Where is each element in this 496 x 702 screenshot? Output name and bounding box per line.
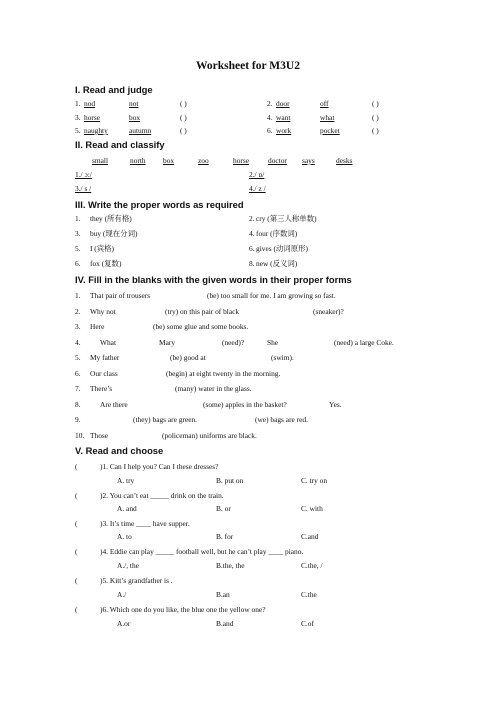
phoneme-group[interactable]: 2./ ɒ/ [249, 170, 265, 179]
word-d: what [320, 113, 335, 122]
item-number: 2. [249, 214, 255, 223]
item-number: 8. [75, 400, 81, 409]
bank-word: zoo [198, 156, 209, 165]
answer-paren[interactable]: ( ) [372, 99, 379, 108]
item-number: 6. [75, 259, 81, 268]
word-a: naughty [84, 126, 108, 135]
word-d: off [320, 99, 329, 108]
option-b[interactable]: B.the, the [216, 561, 245, 570]
answer-paren[interactable]: ( ) [180, 113, 187, 122]
item-number: 7. [75, 384, 81, 393]
item-number: 3. [75, 322, 81, 331]
question-stem: )6. Which one do you like, the blue one the yellow one? [100, 605, 266, 614]
sentence-part: (be) good at [170, 353, 206, 362]
sentence-part: (sneaker)? [313, 307, 344, 316]
option-a[interactable]: A. to [117, 532, 132, 541]
sentence-part: (swim). [271, 353, 294, 362]
sentence-part: (policeman) uniforms are black. [162, 431, 257, 440]
item-number: 9. [75, 415, 81, 424]
section-1-heading: I. Read and judge [75, 84, 153, 95]
option-a[interactable]: A. try [117, 476, 135, 485]
section-2-heading: II. Read and classify [75, 139, 165, 150]
sentence-part: There’s [90, 384, 113, 393]
sentence-part: (many) water in the glass. [175, 384, 252, 393]
sentence-part: Here [90, 322, 105, 331]
answer-paren[interactable]: ( ) [372, 126, 379, 135]
option-c[interactable]: C.the, / [301, 561, 323, 570]
option-a[interactable]: A.or [117, 619, 131, 628]
option-b[interactable]: B.an [216, 590, 230, 599]
phoneme-group[interactable]: 3./ s / [75, 184, 92, 193]
answer-paren[interactable]: ( ) [180, 126, 187, 135]
question-stem: )2. You can’t eat _____ drink on the train. [100, 491, 224, 500]
sentence-part: Mary [159, 338, 176, 347]
option-a[interactable]: A. and [117, 504, 137, 513]
item-number: 1. [75, 214, 81, 223]
sentence-part: Yes. [329, 400, 342, 409]
item-number: 6. [249, 244, 255, 253]
item-number: 6. [267, 126, 273, 135]
bank-word: small [92, 156, 109, 165]
list-item: fox (复数) [90, 259, 122, 268]
word-a: horse [84, 113, 101, 122]
list-item: gives (动词原形) [256, 244, 308, 253]
item-number: 4. [267, 113, 273, 122]
word-b: box [129, 113, 141, 122]
item-number: 8. [249, 259, 255, 268]
section-3-heading: III. Write the proper words as required [75, 199, 244, 210]
sentence-part: (need)? [222, 338, 245, 347]
item-number: 5. [75, 353, 81, 362]
option-b[interactable]: B. put on [216, 476, 244, 485]
word-a: nod [84, 99, 96, 108]
bank-word: box [163, 156, 175, 165]
item-number: 10. [75, 431, 85, 440]
option-b[interactable]: B. or [216, 504, 231, 513]
answer-paren-open[interactable]: ( [75, 547, 78, 556]
word-d: pocket [320, 126, 340, 135]
bank-word: desks [336, 156, 353, 165]
option-a[interactable]: A./, the [117, 561, 139, 570]
item-number: 1. [75, 291, 81, 300]
item-number: 2. [75, 307, 81, 316]
answer-paren-open[interactable]: ( [75, 519, 78, 528]
sentence-part: (some) apples in the basket? [203, 400, 287, 409]
sentence-part: What [100, 338, 117, 347]
sentence-part: (try) on this pair of black [165, 307, 240, 316]
sentence-part: My father [90, 353, 120, 362]
word-b: not [129, 99, 139, 108]
item-number: 2. [267, 99, 273, 108]
option-c[interactable]: C. with [301, 504, 323, 513]
item-number: 4. [75, 338, 81, 347]
sentence-part: (they) bags are green. [133, 415, 198, 424]
question-stem: )3. It’s time ____ have supper. [100, 519, 190, 528]
item-number: 1. [75, 99, 81, 108]
answer-paren-open[interactable]: ( [75, 605, 78, 614]
bank-word: doctor [268, 156, 287, 165]
option-b[interactable]: B. for [216, 532, 234, 541]
item-number: 3. [75, 113, 81, 122]
option-c[interactable]: C.the [301, 590, 317, 599]
option-c[interactable]: C. try on [301, 476, 328, 485]
word-c: want [276, 113, 291, 122]
sentence-part: (be) too small for me. I am growing so fast. [207, 291, 336, 300]
sentence-part: That pair of trousers [90, 291, 151, 300]
item-number: 4. [249, 229, 255, 238]
sentence-part: (be) some glue and some books. [153, 322, 249, 331]
answer-paren[interactable]: ( ) [372, 113, 379, 122]
option-a[interactable]: A./ [117, 590, 127, 599]
list-item: four (序数词) [256, 229, 298, 238]
answer-paren-open[interactable]: ( [75, 491, 78, 500]
question-stem: )5. Kitt’s grandfather is . [100, 576, 173, 585]
sentence-part: Our class [90, 369, 118, 378]
list-item: they (所有格) [90, 214, 132, 223]
word-b: autumn [129, 126, 152, 135]
word-c: door [276, 99, 290, 108]
list-item: I (宾格) [90, 244, 115, 253]
section-5-heading: V. Read and choose [75, 445, 164, 456]
sentence-part: Why not [90, 307, 116, 316]
list-item: new (反义词) [256, 259, 298, 268]
section-4-heading: IV. Fill in the blanks with the given words in their proper forms [75, 274, 352, 285]
sentence-part: Are there [100, 400, 128, 409]
list-item: cry (第三人称单数) [256, 214, 317, 223]
sentence-part: (we) bags are red. [255, 415, 308, 424]
sentence-part: Those [90, 431, 109, 440]
question-stem: )1. Can I help you? Can I these dresses? [100, 462, 219, 471]
item-number: 5. [75, 126, 81, 135]
bank-word: says [302, 156, 315, 165]
option-c[interactable]: C.and [301, 532, 319, 541]
bank-word: horse [233, 156, 250, 165]
phoneme-group[interactable]: 1./ ɔ:/ [75, 170, 92, 179]
item-number: 6. [75, 369, 81, 378]
answer-paren-open[interactable]: ( [75, 576, 78, 585]
phoneme-group[interactable]: 4./ z / [249, 184, 266, 193]
answer-paren-open[interactable]: ( [75, 462, 78, 471]
item-number: 3. [75, 229, 81, 238]
sentence-part: (begin) at eight twenty in the morning. [166, 369, 281, 378]
sentence-part: (need) a large Coke. [334, 338, 394, 347]
option-c[interactable]: C.of [301, 619, 314, 628]
list-item: buy (现在分词) [90, 229, 138, 238]
answer-paren[interactable]: ( ) [180, 99, 187, 108]
question-stem: )4. Eddie can play _____ football well, but he can’t play ____ piano. [100, 547, 304, 556]
bank-word: north [130, 156, 146, 165]
worksheet-title: Worksheet for M3U2 [196, 60, 300, 72]
item-number: 5. [75, 244, 81, 253]
option-b[interactable]: B.and [216, 619, 234, 628]
sentence-part: She [267, 338, 279, 347]
word-c: work [276, 126, 292, 135]
